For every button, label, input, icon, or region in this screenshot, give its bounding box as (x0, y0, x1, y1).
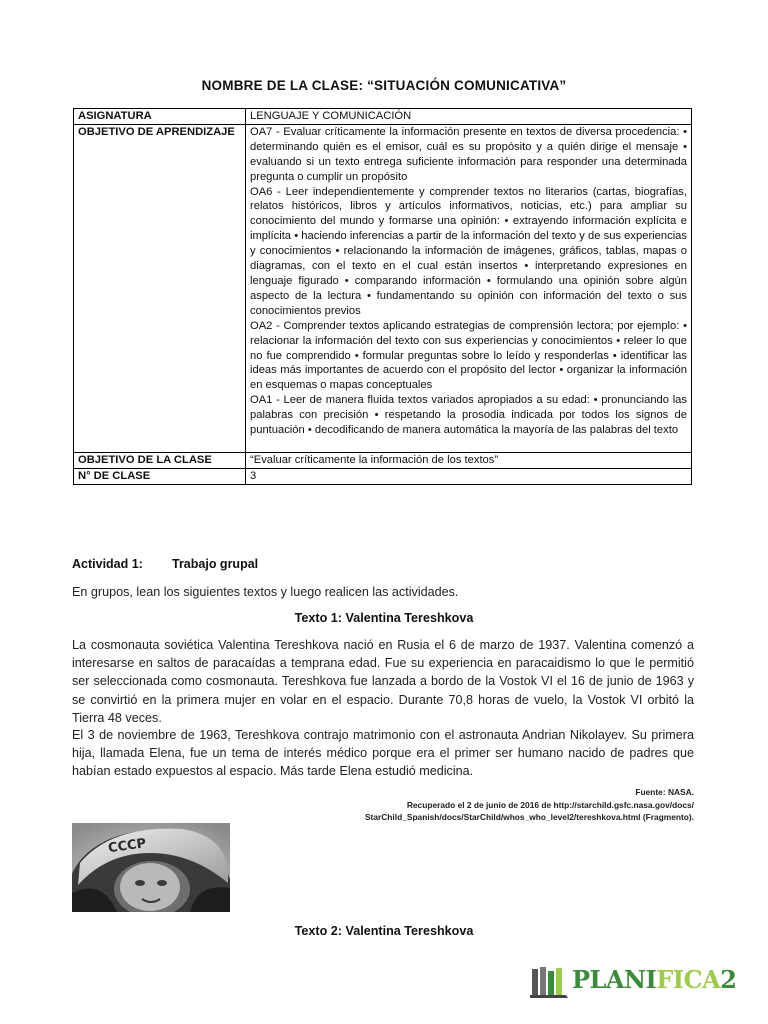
source-line: Fuente: NASA. (635, 787, 694, 797)
numero-clase-value: 3 (246, 468, 692, 484)
source-line: StarChild_Spanish/docs/StarChild/whos_who_level2/tereshkova.html (Fragmento). (364, 812, 694, 823)
class-info-table (73, 108, 692, 485)
objective-oa6: OA6 - Leer independientemente y comprender textos no literarios (cartas, biografías, relatos históricos, libros y artículos informativos, noticias, etc.) para ampliar su conocimiento del mundo y formarse una opinión: • extrayendo información explícita e implícita • haciendo inferencias a partir de la información del texto y de sus experiencias y conocimientos • relacionando la información de imágenes, gráficos, tablas, mapas o diagramas, con el texto en el cual están insertos • interpretando expresiones en lenguaje figurado • comparando información • formulando una opinión sobre algún aspecto de la lectura • fundamentando su opinión con información del texto o sus conocimientos previos (250, 185, 687, 317)
source-line: Recuperado el 2 de junio de 2016 de http://starchild.gsfc.nasa.gov/docs/ (406, 799, 694, 810)
activity-instructions: En grupos, lean los siguientes textos y luego realicen las actividades. (72, 585, 459, 599)
texto2-title: Texto 2: Valentina Tereshkova (294, 924, 474, 938)
planifica-logo (530, 963, 737, 999)
asignatura-value: LENGUAJE Y COMUNICACIÓN (246, 109, 692, 125)
logo-wordmark (572, 965, 736, 994)
objectives-cell (246, 124, 692, 452)
objetivo-aprendizaje-label: OBJETIVO DE APRENDIZAJE (74, 124, 246, 452)
texto1-paragraph-1: La cosmonauta soviética Valentina Tereshkova nació en Rusia el 6 de marzo de 1937. Valentina comenzó a interesarse en saltos de paracaídas a temprana edad. Fue su experiencia en paracaidismo lo que le permitió ser seleccionada como cosmonauta. Tereshkova fue lanzada a bordo de la Vostok VI el 16 de junio de 1963 y se convirtió en la primera mujer en volar en el espacio. Durante 70,8 horas de vuelo, la Vostok VI orbitó la Tierra 48 veces. (72, 638, 694, 725)
book-icon (530, 965, 570, 999)
objetivo-clase-value: “Evaluar críticamente la información de los textos” (246, 452, 692, 468)
cell-spacer (250, 438, 687, 452)
activity-heading (72, 557, 258, 571)
activity-number: Actividad 1: (72, 557, 143, 571)
logo-text-number: 2 (720, 965, 737, 994)
cosmonaut-photo (72, 823, 230, 912)
helmet-lettering: CCCP (107, 836, 148, 857)
objective-oa2: OA2 - Comprender textos aplicando estrategias de comprensión lectora; por ejemplo: • relacionar la información del texto con sus experiencias y conocimientos • releer lo que no fue comprendido • formular preguntas sobre lo leído y responderlas • identificar las ideas más importantes de acuerdo con el propósito del lector • organizar la información en esquemas o mapas conceptuales (250, 319, 687, 392)
class-title: NOMBRE DE LA CLASE: “SITUACIÓN COMUNICATIVA” (201, 78, 567, 93)
activity-title: Trabajo grupal (172, 557, 259, 571)
texto1-title: Texto 1: Valentina Tereshkova (294, 611, 474, 625)
table-row (74, 109, 692, 125)
objective-oa1: OA1 - Leer de manera fluida textos variados apropiados a su edad: • pronunciando las palabras con precisión • respetando la prosodia indicada por todos los signos de puntuación • decodificando de manera automática la mayoría de las palabras del texto (250, 394, 687, 437)
objetivo-clase-label: OBJETIVO DE LA CLASE (74, 452, 246, 468)
logo-text-highlight: FICA (656, 965, 721, 994)
table-row (74, 452, 692, 468)
numero-clase-label: N° DE CLASE (74, 468, 246, 484)
objective-oa7: OA7 - Evaluar críticamente la información presente en textos de diversa procedencia: • determinando quién es el emisor, cuál es su propósito y a quién dirige el mensaje • evaluando si un texto entrega suficiente información para responder una determinada pregunta o cumplir un propósito (250, 125, 687, 183)
asignatura-label: ASIGNATURA (74, 109, 246, 125)
table-row (74, 468, 692, 484)
logo-text-main: PLANI (572, 965, 657, 994)
source-citation (94, 786, 694, 824)
table-row (74, 124, 692, 452)
texto1-paragraph-2: El 3 de noviembre de 1963, Tereshkova contrajo matrimonio con el astronauta Andrian Nikolayev. Su primera hija, llamada Elena, fue un tema de interés médico porque era el primer ser humano nacido de padres que habían estado expuestos al espacio. Más tarde Elena estudió medicina. (72, 728, 694, 779)
